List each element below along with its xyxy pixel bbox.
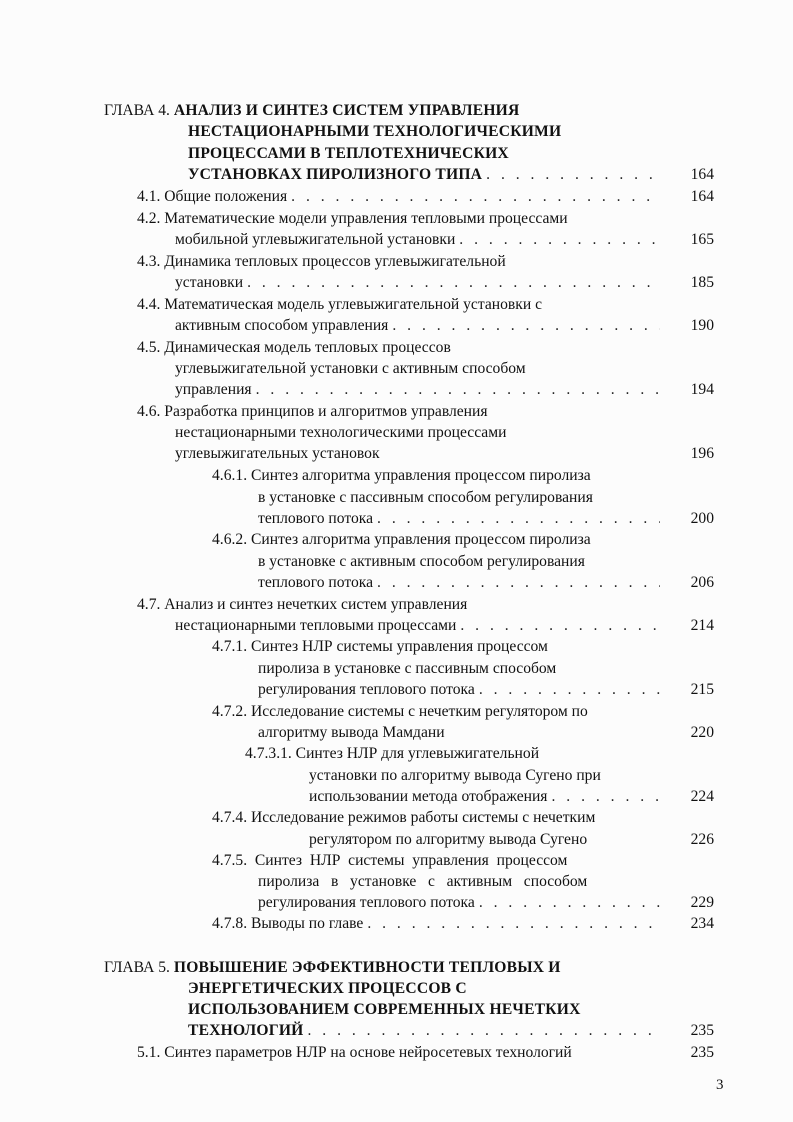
chapter-5-page: 235 [690, 1022, 714, 1039]
toc-entry-4-2-line-2: мобильной углевыжигательной установки . . . [175, 229, 664, 250]
toc-entry-4-2-line-1: 4.2. Математические модели управления тепловыми процессами [137, 210, 568, 227]
toc-entry-4-7-line-1: 4.7. Анализ и синтез нечетких систем управления [137, 596, 468, 613]
toc-entry-4-7-line-2: нестационарными тепловыми процессами . . . [175, 615, 664, 636]
chapter-4-title: АНАЛИЗ И СИНТЕЗ СИСТЕМ УПРАВЛЕНИЯ [173, 102, 520, 119]
toc-page-4-7: 214 [690, 617, 714, 634]
leader-dots [377, 572, 660, 593]
leader-dots [392, 315, 660, 336]
toc-page-4-6-1: 200 [690, 510, 714, 527]
toc-page-4-2: 165 [690, 231, 714, 248]
toc-entry-4-6-2-line-2: в установке с активным способом регулирования [258, 553, 585, 570]
leader-dots [307, 1020, 660, 1041]
toc-entry-4-4-line-2: активным способом управления . . . [175, 315, 664, 336]
leader-dots [459, 229, 660, 250]
toc-entry-4-7-1-line-3: регулирования теплового потока . . . [258, 679, 664, 700]
chapter-4-heading-line-2: НЕСТАЦИОНАРНЫМИ ТЕХНОЛОГИЧЕСКИМИ [188, 123, 562, 140]
chapter-5-title: ПОВЫШЕНИЕ ЭФФЕКТИВНОСТИ ТЕПЛОВЫХ И [173, 959, 561, 976]
toc-entry-4-3-line-1: 4.3. Динамика тепловых процессов углевыжигательной [137, 253, 506, 270]
toc-entry-4-6-2-line-1: 4.6.2. Синтез алгоритма управления процессом пиролиза [212, 531, 591, 548]
toc-entry-4-3-line-2: установки . . . [175, 272, 664, 293]
leader-dots [486, 164, 660, 185]
leader-dots [256, 379, 660, 400]
toc-page-4-6: 196 [690, 445, 714, 462]
toc-page-4-7-4: 226 [690, 831, 714, 848]
chapter-4-heading-line-4: УСТАНОВКАХ ПИРОЛИЗНОГО ТИПА . . . [188, 164, 664, 185]
toc-page-4-1: 164 [690, 188, 714, 205]
toc-entry-4-7-1-line-1: 4.7.1. Синтез НЛР системы управления процессом [212, 638, 548, 655]
chapter-5-heading-line-3: ИСПОЛЬЗОВАНИЕМ СОВРЕМЕННЫХ НЕЧЕТКИХ [188, 1001, 581, 1018]
toc-entry-4-6-line-1: 4.6. Разработка принципов и алгоритмов управления [137, 403, 488, 420]
toc-entry-4-6-1-line-2: в установке с пассивным способом регулирования [258, 489, 593, 506]
chapter-4-heading-line-3: ПРОЦЕССАМИ В ТЕПЛОТЕХНИЧЕСКИХ [188, 145, 509, 162]
toc-page-4-6-2: 206 [690, 574, 714, 591]
toc-entry-4-7-3-1-line-2: установки по алгоритму вывода Сугено при [309, 767, 601, 784]
toc-entry-4-6-line-2: нестационарными технологическими процессами [175, 424, 507, 441]
leader-dots [377, 508, 660, 529]
toc-page-4-7-3-1: 224 [690, 788, 714, 805]
toc-entry-4-7-3-1-line-1: 4.7.3.1. Синтез НЛР для углевыжигательной [245, 745, 540, 762]
toc-entry-4-7-4-line-1: 4.7.4. Исследование режимов работы системы с нечетким [212, 809, 596, 826]
toc-entry-4-7-3-1-line-3: использовании метода отображения . . . [309, 786, 664, 807]
toc-entry-4-7-1-line-2: пиролиза в установке с пассивным способом [258, 660, 557, 677]
chapter-5-heading-line-4: ТЕХНОЛОГИЙ . . . [188, 1020, 664, 1041]
toc-entry-4-4-line-1: 4.4. Математическая модель углевыжигательной установки с [137, 296, 542, 313]
toc-page-4-7-5: 229 [690, 894, 714, 911]
toc-entry-4-1: 4.1. Общие положения . . . [137, 186, 664, 207]
toc-page-4-4: 190 [690, 317, 714, 334]
toc-entry-4-6-line-3: углевыжигательных установок [175, 445, 380, 462]
toc-entry-4-6-1-line-1: 4.6.1. Синтез алгоритма управления процессом пиролиза [212, 467, 591, 484]
toc-entry-4-5-line-1: 4.5. Динамическая модель тепловых процессов [137, 339, 451, 356]
leader-dots [551, 786, 660, 807]
toc-entry-4-7-5-line-2: пиролиза в установке с активным способом [258, 873, 588, 890]
leader-dots [247, 272, 660, 293]
toc-entry-4-6-1-line-3: теплового потока . . . [258, 508, 664, 529]
chapter-5-heading-line-2: ЭНЕРГЕТИЧЕСКИХ ПРОЦЕССОВ С [188, 980, 467, 997]
toc-entry-4-6-2-line-3: теплового потока . . . [258, 572, 664, 593]
toc-entry-4-7-4-line-2: регулятором по алгоритму вывода Сугено [309, 831, 588, 848]
chapter-5-heading-line-1: ГЛАВА 5. ПОВЫШЕНИЕ ЭФФЕКТИВНОСТИ ТЕПЛОВЫХ И [104, 959, 561, 976]
chapter-4-heading-line-1: ГЛАВА 4. АНАЛИЗ И СИНТЕЗ СИСТЕМ УПРАВЛЕНИЯ [104, 102, 520, 119]
toc-page-4-5: 194 [690, 381, 714, 398]
leader-dots [479, 892, 660, 913]
toc-entry-4-7-2-line-1: 4.7.2. Исследование системы с нечетким регулятором по [212, 703, 588, 720]
toc-entry-4-7-8: 4.7.8. Выводы по главе . . . [212, 913, 664, 934]
leader-dots [460, 615, 660, 636]
page-number: 3 [716, 1077, 724, 1093]
leader-dots [291, 186, 660, 207]
toc-entry-4-5-line-3: управления . . . [175, 379, 664, 400]
toc-page-4-7-1: 215 [690, 681, 714, 698]
toc-entry-4-7-5-line-1: 4.7.5. Синтез НЛР системы управления процессом [212, 852, 568, 869]
toc-entry-4-5-line-2: углевыжигательной установки с активным способом [175, 360, 526, 377]
toc-page-4-3: 185 [690, 274, 714, 291]
leader-dots [479, 679, 660, 700]
toc-entry-5-1: 5.1. Синтез параметров НЛР на основе нейросетевых технологий [137, 1044, 572, 1061]
toc-page-4-7-8: 234 [690, 915, 714, 932]
toc-entry-4-7-2-line-2: алгоритму вывода Мамдани [258, 724, 445, 741]
leader-dots [367, 913, 660, 934]
chapter-4-page: 164 [690, 166, 714, 183]
toc-page-5-1: 235 [690, 1044, 714, 1061]
toc-entry-4-7-5-line-3: регулирования теплового потока . . . [258, 892, 664, 913]
toc-page-4-7-2: 220 [690, 724, 714, 741]
